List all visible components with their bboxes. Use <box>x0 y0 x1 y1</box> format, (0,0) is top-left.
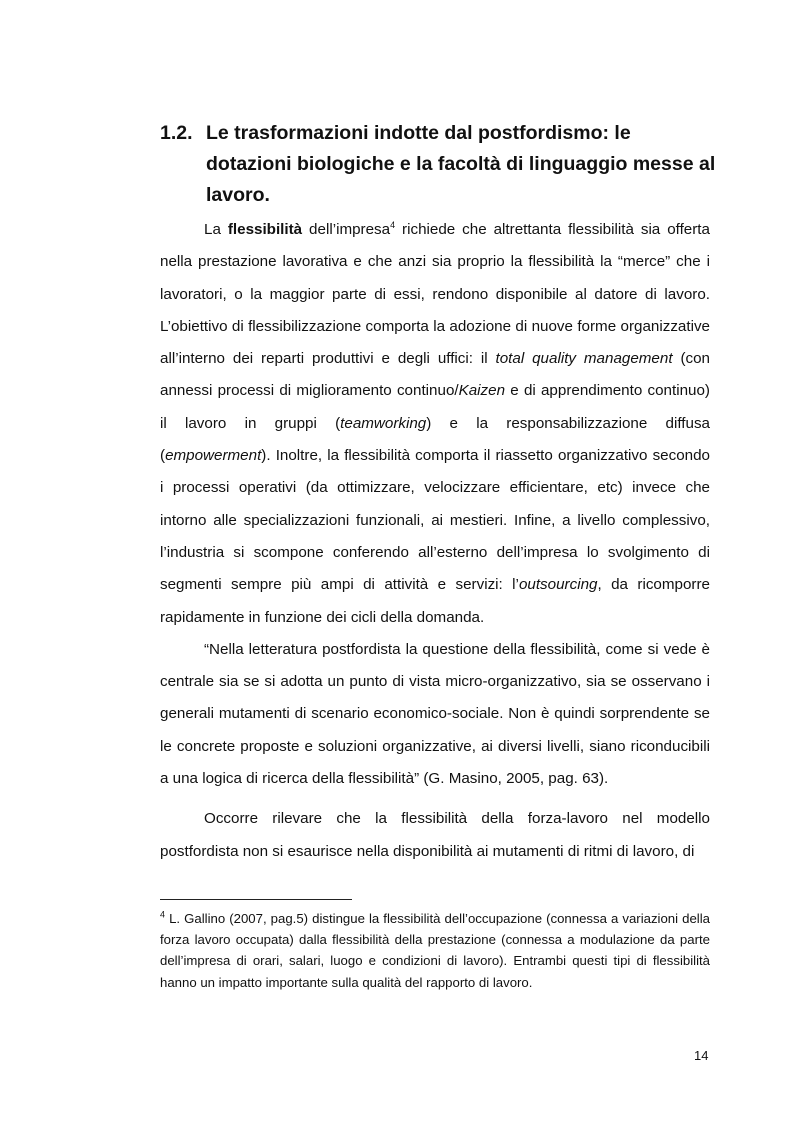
italic-term: teamworking <box>340 414 427 432</box>
paragraph-1 <box>160 214 710 634</box>
text-run: , da ricomporre rapidamente in funzione dei cicli della domanda. <box>160 576 710 626</box>
italic-term: empowerment <box>165 447 262 465</box>
text-run: e di apprendimento continuo) il lavoro in gruppi ( <box>160 382 710 432</box>
text-run: (con annessi processi di miglioramento continuo/ <box>160 350 710 400</box>
bold-term: flessibilità <box>227 221 303 238</box>
footnote-mark: 4 <box>160 909 166 920</box>
text-run: ). Inoltre, la flessibilità comporta il riassetto organizzativo secondo i processi operativi (da ottimizzare, velocizzare efficientare, etc) invece che intorno alle specializzazioni funzionali, ai mestieri. Infine, a livello complessivo, l’industria si scompone conferendo all’esterno dell’impresa lo svolgimento di segmenti sempre più ampi di attività e servizi: l’ <box>160 447 710 594</box>
paragraph-3: Occorre rilevare che la flessibilità della forza-lavoro nel modello postfordista non si esaurisce nella disponibilità ai mutamenti di ritmi di lavoro, di <box>160 810 710 860</box>
paragraph-2: “Nella letteratura postfordista la questione della flessibilità, come si vede è centrale sia se si adotta un punto di vista micro-organizzativo, sia se osservano i generali mutamenti di scenario economico-sociale. Non è quindi sorprendente se le concrete proposte e soluzioni organizzative, ai diversi livelli, siano riconducibili a una logica di ricerca della flessibilità” (G. Masino, 2005, pag. 63). <box>160 640 710 788</box>
italic-term: total quality management <box>495 350 673 368</box>
footnote-separator <box>160 899 352 900</box>
footnote-text: L. Gallino (2007, pag.5) distingue la flessibilità dell’occupazione (connessa a variazioni della forza lavoro occupata) dalla flessibilità della prestazione (connessa a modulazione da parte dell’impresa di orari, salari, luogo e condizioni di lavoro). Entrambi questi tipi di flessibilità hanno un impatto importante sulla qualità del rapporto di lavoro. <box>160 911 710 990</box>
footnote-reference: 4 <box>390 219 396 230</box>
text-run: La <box>204 221 228 238</box>
body-text <box>160 214 710 868</box>
page-number: 14 <box>694 1048 709 1063</box>
section-heading <box>160 118 720 211</box>
text-run: ) e la responsabilizzazione diffusa ( <box>160 414 710 465</box>
italic-term: outsourcing <box>518 576 598 594</box>
text-run: richiede che altrettanta flessibilità sia offerta nella prestazione lavorativa e che anzi sia proprio la flessibilità la “merce” che i lavoratori, o la maggior parte di essi, rendono disponibile al datore di lavoro. L’obiettivo di flessibilizzazione comporta la adozione di nuove forme organizzative all’interno dei reparti produttivi e degli uffici: il <box>160 221 710 368</box>
section-number: 1.2. <box>160 122 193 144</box>
footnote <box>160 908 710 993</box>
text-run: dell’impresa <box>302 221 391 238</box>
italic-term: Kaizen <box>458 382 506 400</box>
section-title: Le trasformazioni indotte dal postfordismo: le dotazioni biologiche e la facoltà di linguaggio messe al lavoro. <box>206 122 716 206</box>
